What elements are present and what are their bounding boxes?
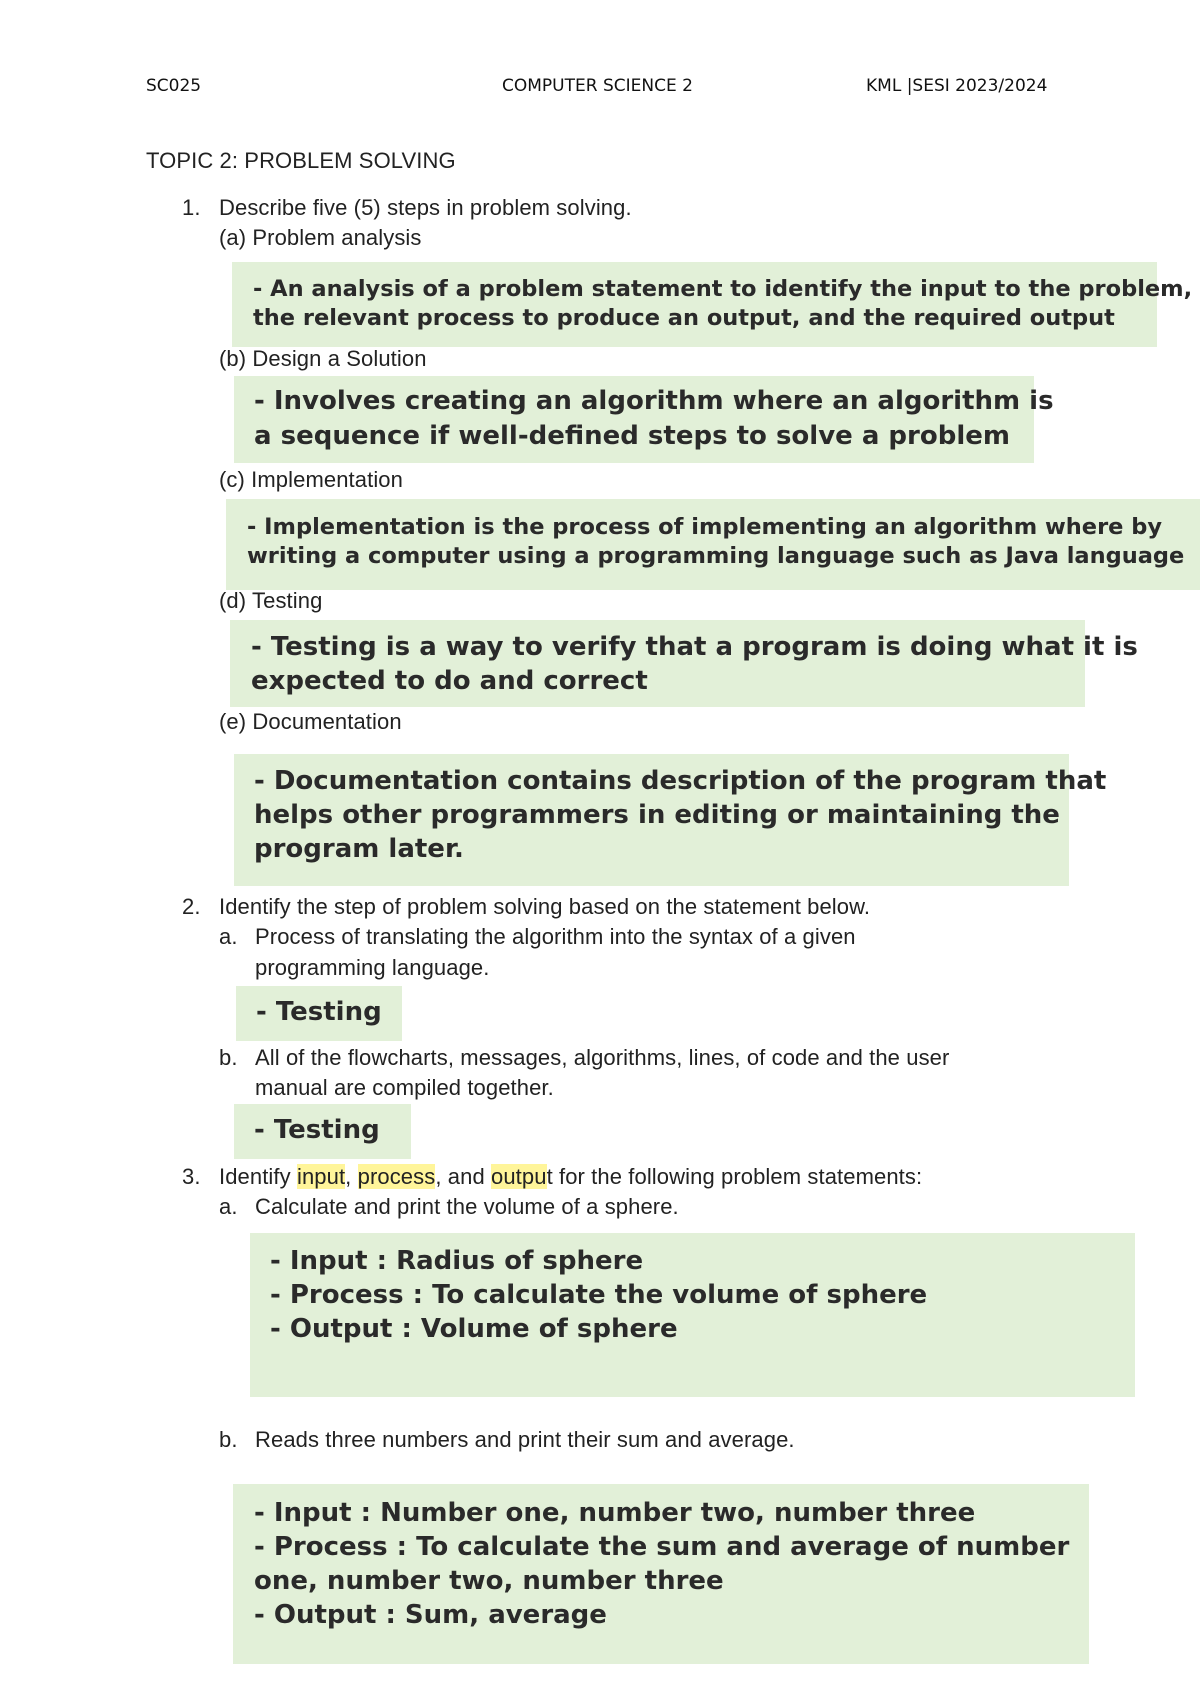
q3-text-part: Identify [219,1164,297,1189]
q3-part-b-text: Reads three numbers and print their sum and average. [255,1427,795,1452]
highlight-output: outpu [491,1164,547,1189]
answer-text: - Output : Sum, average [254,1600,607,1630]
q1-text: Describe five (5) steps in problem solving. [219,195,632,220]
highlight-process: process [357,1164,436,1189]
q1-part-c-label: (c) Implementation [219,467,403,492]
q3-part-b-letter: b. [219,1427,238,1452]
answer-text: - Testing [256,997,382,1027]
q2-number: 2. [182,894,201,919]
answer-text: - Documentation contains description of the program that [254,766,1107,796]
answer-text: expected to do and correct [251,666,648,696]
header-subject: COMPUTER SCIENCE 2 [502,76,693,96]
answer-text: - Input : Number one, number two, number three [254,1498,976,1528]
answer-text: - Process : To calculate the sum and average of number [254,1532,1070,1562]
header-code: SC025 [146,76,202,96]
answer-text: program later. [254,834,464,864]
answer-text: - Process : To calculate the volume of sphere [270,1280,928,1310]
q2-text: Identify the step of problem solving based on the statement below. [219,894,871,919]
answer-text: one, number two, number three [254,1566,724,1596]
q1-part-a-label: (a) Problem analysis [219,225,422,250]
header-session: KML |SESI 2023/2024 [866,76,1048,96]
answer-text: - Involves creating an algorithm where an algorithm is [254,386,1054,416]
q2-part-a-letter: a. [219,924,238,949]
q2-part-b-letter: b. [219,1045,238,1070]
q3-text [219,1164,922,1190]
answer-text: - Testing [254,1115,380,1145]
q1-part-b-label: (b) Design a Solution [219,346,427,371]
q1-part-e-label: (e) Documentation [219,709,402,734]
answer-text: helps other programmers in editing or maintaining the [254,800,1060,830]
q2-part-b-line: All of the flowcharts, messages, algorithms, lines, of code and the user [255,1045,950,1070]
q3-number: 3. [182,1164,201,1189]
answer-text: writing a computer using a programming language such as Java language [247,543,1185,569]
q1-part-d-label: (d) Testing [219,588,323,613]
answer-text: - Input : Radius of sphere [270,1246,644,1276]
q2-part-a-line: programming language. [255,955,490,980]
answer-text: - Output : Volume of sphere [270,1314,678,1344]
q3-text-part: t for the following problem statements: [546,1164,923,1189]
highlight-input: input [296,1164,346,1189]
q3-text-part: , [345,1164,358,1189]
q2-part-a-line: Process of translating the algorithm into the syntax of a given [255,924,856,949]
q3-text-part: , and [435,1164,491,1189]
q2-part-b-line: manual are compiled together. [255,1075,554,1100]
answer-text: - Implementation is the process of implementing an algorithm where by [247,514,1163,540]
topic-title: TOPIC 2: PROBLEM SOLVING [146,148,456,173]
answer-text: - An analysis of a problem statement to identify the input to the problem, [253,276,1193,302]
q1-number: 1. [182,195,201,220]
answer-text: a sequence if well-defined steps to solve a problem [254,421,1010,451]
q3-part-a-text: Calculate and print the volume of a sphere. [255,1194,679,1219]
q3-part-a-letter: a. [219,1194,238,1219]
answer-text: - Testing is a way to verify that a program is doing what it is [251,632,1138,662]
answer-text: the relevant process to produce an output, and the required output [253,305,1115,331]
